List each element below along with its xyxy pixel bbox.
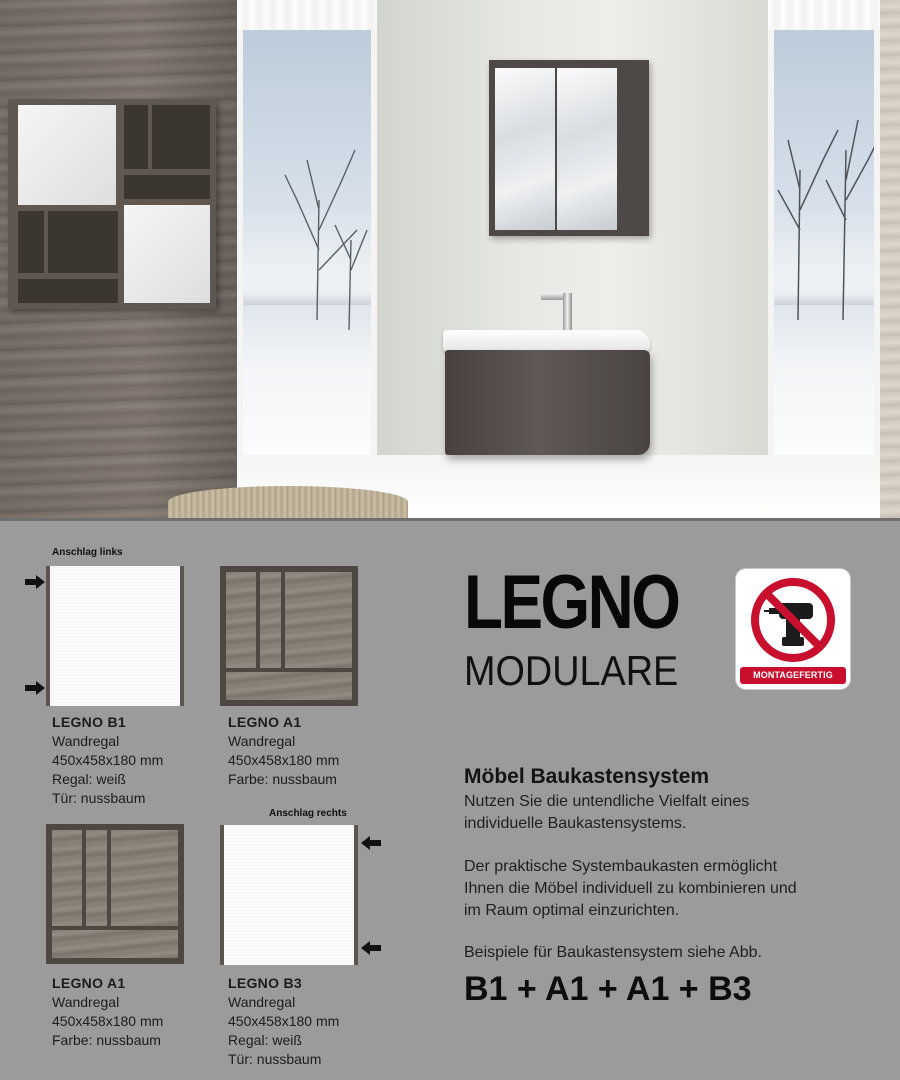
info-line: Ihnen die Möbel individuell zu kombinieren und [464, 880, 797, 897]
brand-subtitle: MODULARE [464, 647, 679, 694]
info-paragraph-1 [464, 791, 884, 835]
badge-label: MONTAGEFERTIG [740, 667, 846, 684]
arrow-right-icon [25, 575, 45, 589]
winter-trees-icon [237, 0, 377, 455]
module-tile-b3 [220, 825, 358, 965]
module-spec: 450x458x180 mm [52, 752, 164, 768]
module-name: LEGNO B3 [228, 975, 302, 991]
module-info-b1 [52, 713, 163, 808]
arrow-left-icon [361, 836, 381, 850]
hinge-left-label: Anschlag links [52, 547, 123, 558]
module-spec: Regal: weiß [52, 771, 126, 787]
module-spec: 450x458x180 mm [228, 1013, 340, 1029]
winter-trees-icon [768, 0, 880, 455]
vanity-unit [445, 350, 650, 455]
module-tile-b1 [46, 566, 184, 706]
no-drill-icon [736, 569, 850, 669]
module-info-b3 [228, 974, 339, 1069]
wall-shelf-combination [8, 99, 216, 309]
info-line: im Raum optimal einzurichten. [464, 902, 680, 919]
info-line: individuelle Baukastensystems. [464, 815, 687, 832]
module-info-a1 [52, 974, 163, 1050]
info-line: Nutzen Sie die untendliche Vielfalt eines [464, 793, 750, 810]
info-paragraph-2 [464, 856, 884, 922]
module-name: LEGNO B1 [52, 714, 126, 730]
hero-photo [0, 0, 900, 518]
brand-title: LEGNO [464, 560, 679, 645]
curtain [768, 0, 880, 30]
module-tile-a1 [220, 566, 358, 706]
info-paragraph-3: Beispiele für Baukastensystem siehe Abb. [464, 944, 762, 961]
hinge-right-label: Anschlag rechts [269, 808, 347, 819]
module-info-a1 [228, 713, 339, 789]
module-spec: 450x458x180 mm [52, 1013, 164, 1029]
info-heading: Möbel Baukastensystem [464, 765, 710, 788]
module-spec: Wandregal [52, 994, 120, 1010]
curtain [237, 0, 377, 30]
mirror-cabinet [489, 60, 649, 236]
module-spec: 450x458x180 mm [228, 752, 340, 768]
module-spec: Farbe: nussbaum [52, 1032, 161, 1048]
info-line: Der praktische Systembaukasten ermöglicht [464, 858, 778, 875]
window-left [237, 0, 377, 455]
module-spec: Wandregal [52, 733, 120, 749]
washbasin [443, 330, 650, 352]
combination-formula: B1 + A1 + A1 + B3 [464, 970, 752, 1008]
module-spec: Farbe: nussbaum [228, 771, 337, 787]
module-tile-a1 [46, 824, 184, 964]
module-spec: Wandregal [228, 994, 296, 1010]
module-spec: Tür: nussbaum [52, 790, 146, 806]
arrow-left-icon [361, 941, 381, 955]
rug [168, 486, 408, 518]
module-spec: Wandregal [228, 733, 296, 749]
module-name: LEGNO A1 [228, 714, 302, 730]
module-spec: Tür: nussbaum [228, 1051, 322, 1067]
faucet [563, 293, 572, 333]
window-right [768, 0, 880, 455]
arrow-right-icon [25, 681, 45, 695]
assembled-badge [736, 569, 850, 689]
module-name: LEGNO A1 [52, 975, 126, 991]
module-spec: Regal: weiß [228, 1032, 302, 1048]
